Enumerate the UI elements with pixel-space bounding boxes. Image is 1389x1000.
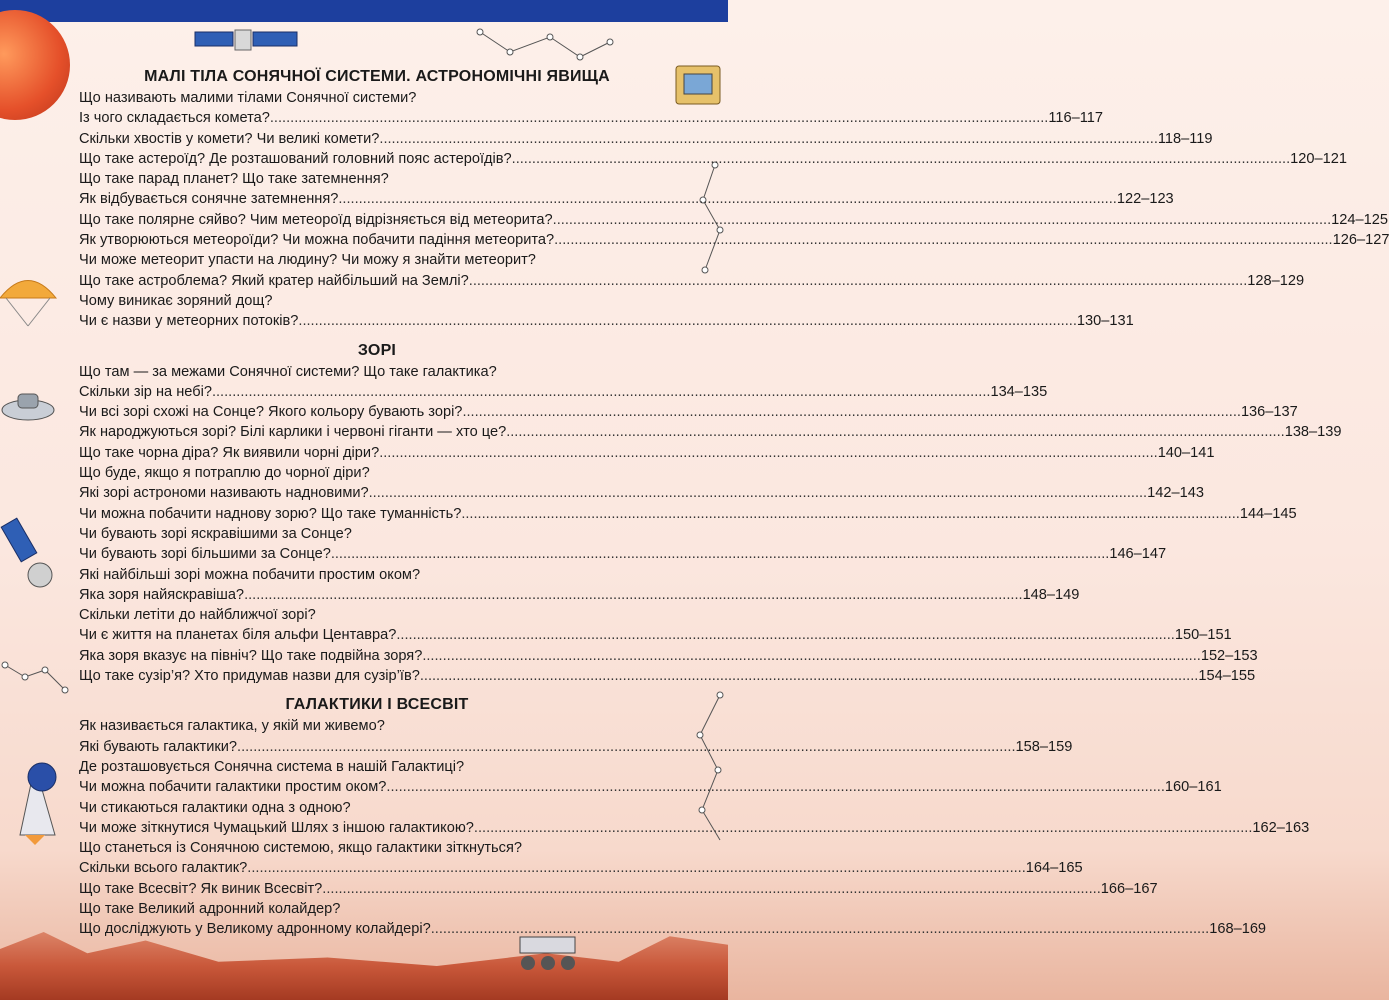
planet-illustration bbox=[0, 10, 70, 120]
toc-entry[interactable] bbox=[79, 230, 1389, 250]
toc-question: Що таке парад планет? Що таке затемнення? bbox=[79, 171, 389, 188]
toc-question: Яка зоря вказує на північ? Що таке подвійна зоря? bbox=[79, 647, 423, 664]
leader-dots bbox=[237, 737, 1016, 757]
toc-entry[interactable] bbox=[79, 504, 1297, 524]
toc-entry[interactable] bbox=[79, 777, 1222, 797]
leader-dots bbox=[431, 919, 1210, 939]
toc-pages: 118–119 bbox=[1157, 130, 1213, 147]
toc-pages: 146–147 bbox=[1109, 546, 1167, 563]
toc-entry[interactable] bbox=[79, 189, 1174, 209]
toc-question: Які бувають галактики? bbox=[79, 738, 238, 755]
toc-pages: 160–161 bbox=[1164, 779, 1222, 796]
toc-entry[interactable] bbox=[79, 818, 1310, 838]
leader-dots bbox=[506, 422, 1285, 442]
satellite-left-illustration bbox=[0, 520, 70, 600]
toc-pages: 152–153 bbox=[1200, 647, 1258, 664]
toc-question: Чи є назви у метеорних потоків? bbox=[79, 313, 299, 330]
constellation-left-icon bbox=[0, 655, 75, 700]
capsule-illustration bbox=[0, 384, 60, 429]
leader-dots bbox=[422, 646, 1201, 666]
toc-pages: 154–155 bbox=[1198, 668, 1256, 685]
satellite-illustration bbox=[195, 22, 305, 64]
toc-entry[interactable] bbox=[79, 838, 675, 858]
toc-entry[interactable] bbox=[79, 524, 675, 544]
toc-entry[interactable] bbox=[79, 737, 1073, 757]
toc-question: Як утворюються метеороїди? Чи можна побачити падіння метеорита? bbox=[79, 232, 555, 249]
device-illustration bbox=[672, 60, 724, 110]
leader-dots bbox=[247, 858, 1026, 878]
toc-pages: 120–121 bbox=[1290, 150, 1347, 167]
toc-entry[interactable] bbox=[79, 311, 1134, 331]
leader-dots bbox=[554, 230, 1333, 250]
toc-entry[interactable] bbox=[79, 108, 1104, 128]
leader-dots bbox=[469, 271, 1248, 291]
toc-question: Що таке астероїд? Де розташований головний пояс астероїдів? bbox=[79, 150, 512, 167]
toc-question: Що станеться із Сонячною системою, якщо галактики зіткнуться? bbox=[79, 840, 522, 857]
toc-entry[interactable] bbox=[79, 899, 675, 919]
toc-question: Що називають малими тілами Сонячної системи? bbox=[79, 90, 417, 106]
toc-entry[interactable] bbox=[79, 250, 675, 270]
toc-question: Що там — за межами Сонячної системи? Що таке галактика? bbox=[79, 363, 497, 380]
toc-pages: 168–169 bbox=[1209, 921, 1267, 938]
toc-entry[interactable] bbox=[79, 919, 1267, 939]
toc-pages: 130–131 bbox=[1076, 313, 1134, 330]
astronaut-illustration bbox=[0, 755, 74, 845]
toc-entry[interactable] bbox=[79, 422, 1342, 442]
toc-entry[interactable] bbox=[79, 129, 1213, 149]
toc-pages: 158–159 bbox=[1015, 738, 1073, 755]
top-border bbox=[0, 0, 728, 22]
toc-pages: 128–129 bbox=[1247, 272, 1305, 289]
toc-entry[interactable] bbox=[79, 544, 1167, 564]
toc-question: Із чого складається комета? bbox=[79, 110, 270, 127]
leader-dots bbox=[462, 402, 1241, 422]
toc-entry[interactable] bbox=[79, 879, 1158, 899]
leader-dots bbox=[244, 585, 1023, 605]
leader-dots bbox=[420, 666, 1199, 686]
toc-question: Чи стикаються галактики одна з одною? bbox=[79, 799, 351, 816]
toc-question: Скільки всього галактик? bbox=[79, 860, 248, 877]
toc-entry[interactable] bbox=[79, 858, 1083, 878]
toc-entry[interactable] bbox=[79, 716, 675, 736]
toc-pages: 136–137 bbox=[1240, 404, 1298, 421]
toc-question: Які зорі астрономи називають надновими? bbox=[79, 485, 369, 502]
toc-question: Чи всі зорі схожі на Сонце? Якого кольору бувають зорі? bbox=[79, 404, 463, 421]
toc-pages: 126–127 bbox=[1332, 232, 1389, 249]
toc-question: Яка зоря найяскравіша? bbox=[79, 586, 245, 603]
toc-question: Чому виникає зоряний дощ? bbox=[79, 292, 273, 309]
toc-pages: 124–125 bbox=[1331, 211, 1388, 228]
toc-pages: 142–143 bbox=[1147, 485, 1204, 502]
section-title: ЗОРІ bbox=[357, 341, 397, 359]
toc-pages: 148–149 bbox=[1022, 586, 1080, 603]
toc-entry[interactable] bbox=[79, 88, 675, 108]
toc-entry[interactable] bbox=[79, 402, 1298, 422]
toc-entry[interactable] bbox=[79, 757, 675, 777]
toc-pages: 122–123 bbox=[1116, 191, 1174, 208]
toc-entry[interactable] bbox=[79, 271, 1305, 291]
leader-dots bbox=[369, 483, 1148, 503]
leader-dots bbox=[331, 544, 1110, 564]
toc-question: Що буде, якщо я потраплю до чорної діри? bbox=[79, 465, 370, 482]
toc-entry[interactable] bbox=[79, 362, 675, 382]
toc-entry[interactable] bbox=[79, 625, 1232, 645]
section-title: МАЛІ ТІЛА СОНЯЧНОЇ СИСТЕМИ. АСТРОНОМІЧНІ ЯВИЩА bbox=[144, 68, 610, 85]
toc-pages: 140–141 bbox=[1157, 444, 1215, 461]
toc-question: Що таке чорна діра? Як виявили чорні діри? bbox=[79, 444, 380, 461]
toc-question: Скільки летіти до найближчої зорі? bbox=[79, 607, 316, 624]
leader-dots bbox=[553, 210, 1332, 230]
section-title: ГАЛАКТИКИ І ВСЕСВІТ bbox=[285, 696, 469, 714]
toc-entry[interactable] bbox=[79, 798, 675, 818]
parachute-illustration bbox=[0, 268, 56, 328]
toc-question: Які найбільші зорі можна побачити простим оком? bbox=[79, 566, 421, 583]
toc-entry[interactable] bbox=[79, 565, 675, 585]
toc-pages: 162–163 bbox=[1252, 819, 1310, 836]
toc-entry[interactable] bbox=[79, 291, 675, 311]
toc-entry[interactable] bbox=[79, 443, 1215, 463]
toc-question: Що досліджують у Великому адронному колайдері? bbox=[79, 921, 431, 938]
toc-pages: 134–135 bbox=[990, 383, 1048, 400]
toc-question: Чи можна побачити наднову зорю? Що таке туманність? bbox=[79, 505, 462, 522]
toc-entry[interactable] bbox=[79, 666, 1256, 686]
toc-question: Як відбувається сонячне затемнення? bbox=[79, 191, 339, 208]
toc-question: Чи може зіткнутися Чумацький Шлях з іншою галактикою? bbox=[79, 819, 474, 836]
toc-question: Чи є життя на планетах біля альфи Центавра? bbox=[79, 627, 397, 644]
toc-pages: 138–139 bbox=[1284, 424, 1342, 441]
toc-question: Як називається галактика, у якій ми живемо? bbox=[79, 718, 385, 735]
toc-question: Що таке Великий адронний колайдер? bbox=[79, 900, 341, 917]
toc-entry[interactable] bbox=[79, 382, 1048, 402]
leader-dots bbox=[270, 108, 1049, 128]
toc-entry[interactable] bbox=[79, 149, 1347, 169]
toc-entry[interactable] bbox=[79, 585, 1080, 605]
toc-entry[interactable] bbox=[79, 646, 1258, 666]
toc-question: Чи може метеорит упасти на людину? Чи можу я знайти метеорит? bbox=[79, 252, 536, 269]
leader-dots bbox=[396, 625, 1175, 645]
leader-dots bbox=[474, 818, 1253, 838]
leader-dots bbox=[338, 189, 1117, 209]
leader-dots bbox=[379, 129, 1158, 149]
toc-question: Скільки хвостів у комети? Чи великі комети? bbox=[79, 130, 380, 147]
toc-question: Що таке сузір’я? Хто придумав назви для сузір’їв? bbox=[79, 668, 420, 685]
toc-entry[interactable] bbox=[79, 483, 1204, 503]
toc-question: Що таке Всесвіт? Як виник Всесвіт? bbox=[79, 880, 323, 897]
section-gap bbox=[79, 686, 675, 694]
toc-question: Що таке полярне сяйво? Чим метеороїд відрізняється від метеорита? bbox=[79, 211, 553, 228]
toc-pages: 166–167 bbox=[1100, 880, 1158, 897]
toc-question: Скільки зір на небі? bbox=[79, 383, 212, 400]
toc-entry[interactable] bbox=[79, 605, 675, 625]
toc-question: Чи бувають зорі яскравішими за Сонце? bbox=[79, 525, 352, 542]
toc-question: Чи бувають зорі більшими за Сонце? bbox=[79, 546, 331, 563]
leader-dots bbox=[461, 504, 1240, 524]
toc-pages: 150–151 bbox=[1174, 627, 1232, 644]
toc-question: Де розташовується Сонячна система в нашій Галактиці? bbox=[79, 758, 465, 775]
toc-entry[interactable] bbox=[79, 463, 675, 483]
toc-entry[interactable] bbox=[79, 210, 1388, 230]
section-gap bbox=[79, 332, 675, 340]
toc-question: Як народжуються зорі? Білі карлики і червоні гіганти — хто це? bbox=[79, 424, 507, 441]
toc-entry[interactable] bbox=[79, 169, 675, 189]
toc-pages: 164–165 bbox=[1025, 860, 1083, 877]
toc-pages: 144–145 bbox=[1239, 505, 1297, 522]
leader-dots bbox=[212, 382, 991, 402]
toc-question: Чи можна побачити галактики простим оком? bbox=[79, 779, 387, 796]
leader-dots bbox=[512, 149, 1291, 169]
leader-dots bbox=[322, 879, 1101, 899]
leader-dots bbox=[379, 443, 1158, 463]
toc-pages: 116–117 bbox=[1048, 110, 1104, 127]
leader-dots bbox=[386, 777, 1165, 797]
toc-question: Що таке астроблема? Який кратер найбільший на Землі? bbox=[79, 272, 469, 289]
leader-dots bbox=[298, 311, 1077, 331]
table-of-contents bbox=[79, 66, 1389, 940]
